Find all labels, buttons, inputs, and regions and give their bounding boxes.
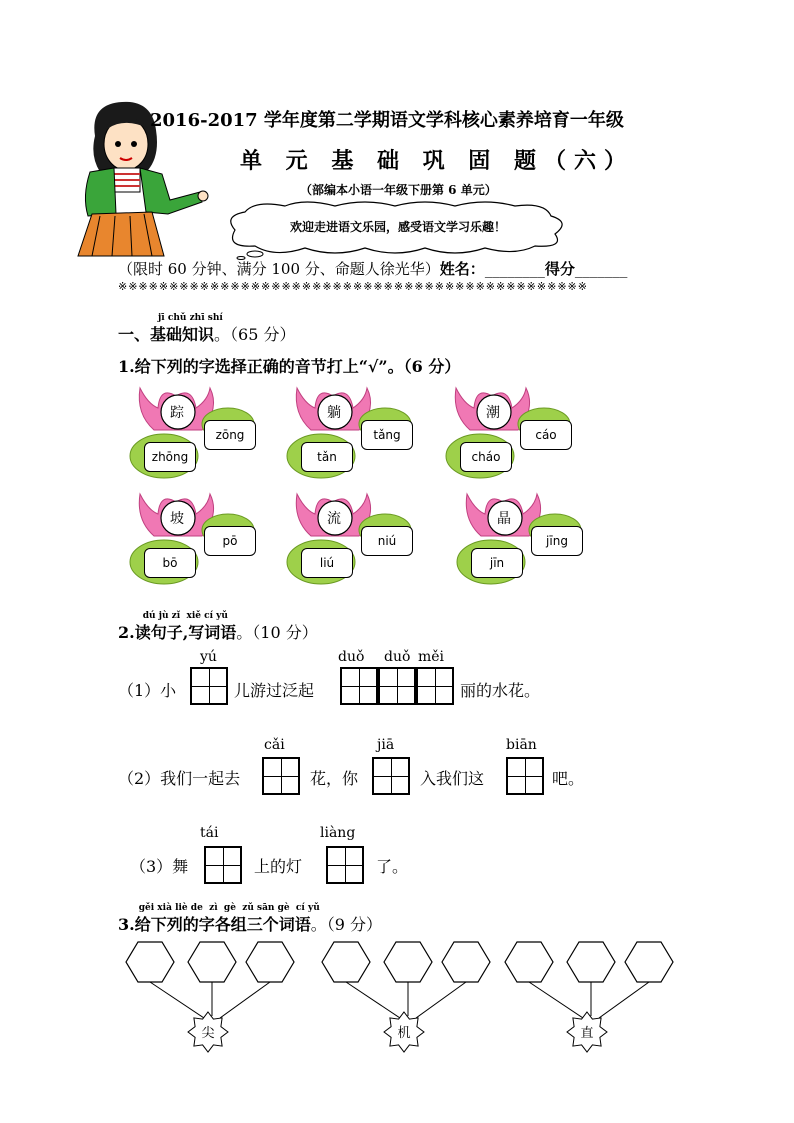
hexagon-answer[interactable] xyxy=(625,942,673,982)
hexagon-answer[interactable] xyxy=(567,942,615,982)
name-label: 姓名： xyxy=(439,260,485,278)
q3-main: gěi xià liè de zì gè zǔ sān gè cí yǔ 给下列的字各组三个词语 xyxy=(134,903,320,934)
q2-s2-mid1: 花，你 xyxy=(310,769,359,788)
option-top[interactable]: jīng xyxy=(531,526,583,556)
q3-ruby: gěi xià liè de zì gè zǔ sān gè cí yǔ xyxy=(138,903,320,913)
hexagon-answer[interactable] xyxy=(384,942,432,982)
group-char: 尖 xyxy=(201,1026,215,1041)
hexagon-answer[interactable] xyxy=(188,942,236,982)
score-blank[interactable]: _______ xyxy=(574,260,628,278)
word-group xyxy=(320,940,500,1060)
hexagon-answer[interactable] xyxy=(322,942,370,982)
q2-s3-end: 了。 xyxy=(376,857,409,876)
option-bottom[interactable]: jīn xyxy=(471,548,523,578)
option-bottom[interactable]: bō xyxy=(144,548,196,578)
q2-s2-pinyin-1: cǎi xyxy=(264,737,285,753)
q2-s1-box-4[interactable] xyxy=(416,667,454,705)
cloud-banner-text: 欢迎走进语文乐园，感受语文学习乐趣！ xyxy=(290,220,507,234)
lotus-char: 坡 xyxy=(170,511,184,527)
lotus-char: 潮 xyxy=(486,405,500,421)
word-group xyxy=(503,940,683,1060)
q2-s1-box-2[interactable] xyxy=(340,667,378,705)
q2-s1-pinyin-2: duǒ xyxy=(338,649,365,665)
name-blank[interactable]: ________ xyxy=(484,260,545,278)
q2-s3-box-1[interactable] xyxy=(204,846,242,884)
lotus-char: 晶 xyxy=(497,511,511,527)
q2-s2-box-3[interactable] xyxy=(506,757,544,795)
q2-s3-mid: 上的灯 xyxy=(254,857,303,876)
q2-s1-pinyin-4: měi xyxy=(418,649,445,665)
q2-s1-box-3[interactable] xyxy=(378,667,416,705)
q2-s2-pinyin-3: biān xyxy=(506,737,537,753)
section1-prefix: 一、 xyxy=(118,325,151,344)
q1-title: 1.给下列的字选择正确的音节打上“√”。（6 分） xyxy=(118,357,461,376)
option-top[interactable]: niú xyxy=(361,526,413,556)
q2-s2-num: （2）我们一起去 xyxy=(118,769,241,788)
exam-info-line xyxy=(118,258,627,279)
exam-info: （限时 60 分钟、满分 100 分、命题人徐光华） xyxy=(118,260,440,278)
q2-s2-end: 吧。 xyxy=(552,769,585,788)
hexagon-answer[interactable] xyxy=(505,942,553,982)
word-group xyxy=(124,940,304,1060)
q2-s1-pinyin-3: duǒ xyxy=(384,649,411,665)
option-top[interactable]: cáo xyxy=(520,420,572,450)
section1-ruby: jī chǔ zhī shí xyxy=(158,313,223,323)
hexagon-answer[interactable] xyxy=(246,942,294,982)
option-bottom[interactable]: cháo xyxy=(460,442,512,472)
group-char: 机 xyxy=(397,1026,411,1041)
q2-heading: 2. dú jù zǐ xiě cí yǔ 读句子,写词语。（10 分） xyxy=(118,611,318,642)
q2-s2-box-2[interactable] xyxy=(372,757,410,795)
q2-s1-box-1[interactable] xyxy=(190,667,228,705)
hexagon-answer[interactable] xyxy=(442,942,490,982)
q2-s2-mid2: 入我们这 xyxy=(420,769,485,788)
option-top[interactable]: zōng xyxy=(204,420,256,450)
score-label: 得分 xyxy=(544,260,575,278)
lotus-char: 踪 xyxy=(170,405,184,421)
option-bottom[interactable]: zhōng xyxy=(144,442,196,472)
option-bottom[interactable]: liú xyxy=(301,548,353,578)
q2-s1-mid: 儿游过泛起 xyxy=(234,681,315,700)
q2-s2-box-1[interactable] xyxy=(262,757,300,795)
q2-s1-pinyin-1: yú xyxy=(200,649,217,665)
option-bottom[interactable]: tǎn xyxy=(301,442,353,472)
section1-suffix: 。（65 分） xyxy=(214,325,296,344)
q2-ruby: dú jù zǐ xiě cí yǔ xyxy=(142,611,228,621)
q2-s1-end: 丽的水花。 xyxy=(460,681,541,700)
lotus-char: 躺 xyxy=(327,405,341,421)
section1-heading xyxy=(118,313,296,345)
option-top[interactable]: tǎng xyxy=(361,420,413,450)
q3-heading: 3. gěi xià liè de zì gè zǔ sān gè cí yǔ 给下列的字各组三个词语。（9 分） xyxy=(118,903,382,934)
q2-s2-pinyin-2: jiā xyxy=(377,737,395,753)
title-line-3: （部编本小语一年级下册第 6 单元） xyxy=(300,183,497,197)
hexagon-answer[interactable] xyxy=(126,942,174,982)
q2-main: dú jù zǐ xiě cí yǔ 读句子,写词语 xyxy=(134,611,237,642)
q2-s3-pinyin-2: liàng xyxy=(320,825,356,841)
group-char: 直 xyxy=(580,1026,594,1041)
q2-s3-pinyin-1: tái xyxy=(200,825,219,841)
q2-s1-num: （1）小 xyxy=(118,681,177,700)
star-divider: ※※※※※※※※※※※※※※※※※※※※※※※※※※※※※※※※※※※※※※※※※※※※※※ xyxy=(118,280,588,293)
title-line-2: 单 元 基 础 巩 固 题（六） xyxy=(240,148,634,174)
q2-s3-num: （3）舞 xyxy=(130,857,189,876)
option-top[interactable]: pō xyxy=(204,526,256,556)
section1-main: jī chǔ zhī shí 基础知识 xyxy=(150,313,223,344)
q2-s3-box-2[interactable] xyxy=(326,846,364,884)
title-line-1: 2016-2017 学年度第二学期语文学科核心素养培育一年级 xyxy=(150,110,624,131)
lotus-char: 流 xyxy=(327,511,341,527)
